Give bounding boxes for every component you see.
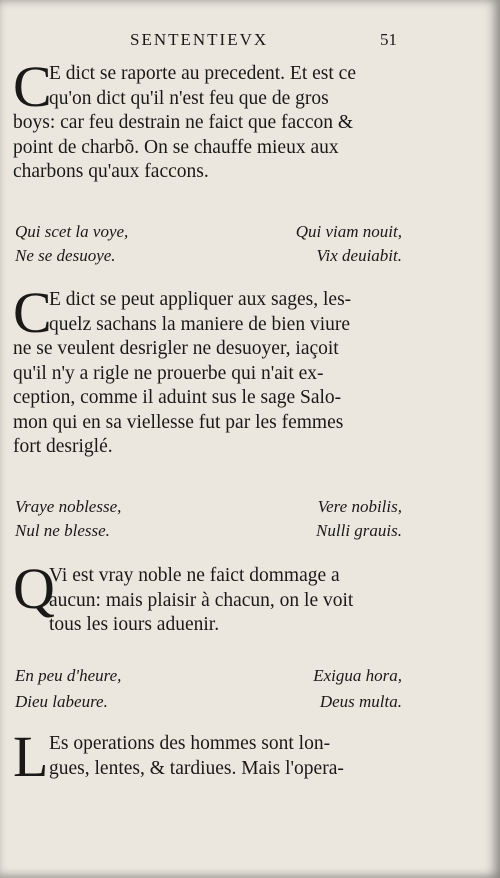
paragraph (13, 62, 403, 185)
proverb-french-line: Nul ne blesse. (15, 521, 110, 540)
text-line: charbons qu'aux faccons. (13, 161, 209, 182)
text-line: E dict se peut appliquer aux sages, les- (49, 289, 352, 310)
text-line: ne se veulent desrigler ne desuoyer, iaçoit (13, 338, 339, 359)
text-line: qu'il n'y a rigle ne prouerbe qui n'ait ex- (13, 362, 324, 384)
text-line: tous les iours aduenir. (49, 614, 220, 635)
proverb-french-line: Qui scet la voye, (15, 222, 129, 241)
proverb-french-line: En peu d'heure, (15, 666, 122, 685)
text-line: Vi est vray noble ne faict dommage a (49, 565, 340, 586)
drop-cap-initial: C (13, 54, 52, 119)
drop-cap-initial: Q (13, 556, 55, 621)
text-line: mon qui en sa viellesse fut par les femmes (13, 411, 344, 433)
proverb-latin-line: Qui viam nouit, (295, 222, 402, 241)
page-number: 51 (380, 30, 397, 49)
drop-cap-initial: L (13, 724, 49, 789)
text-line: point de charbõ. On se chauffe mieux aux (13, 136, 339, 158)
text-line: aucun: mais plaisir à chacun, on le voit (49, 589, 354, 611)
proverb-french-line: Vraye noblesse, (15, 497, 122, 516)
proverb-latin-line: Deus multa. (319, 692, 402, 711)
proverb-latin-line: Exigua hora, (313, 666, 402, 685)
text-line: fort desriglé. (13, 436, 113, 457)
paragraph (13, 288, 403, 460)
proverb-latin-line: Nulli grauis. (316, 521, 402, 540)
running-head-title: SENTENTIEVX (130, 30, 269, 49)
text-line: ception, comme il aduint sus le sage Salo- (13, 387, 342, 408)
drop-cap-initial: C (13, 280, 52, 345)
text-line: quelz sachans la maniere de bien viure (49, 313, 351, 335)
paragraph (13, 732, 403, 781)
text-line: qu'on dict qu'il n'est feu que de gros (49, 87, 329, 109)
proverb-french-line: Ne se desuoye. (15, 246, 116, 265)
proverb-french-line: Dieu labeure. (15, 692, 108, 711)
text-line: gues, lentes, & tardiues. Mais l'opera- (49, 757, 344, 779)
text-line: boys: car feu destrain ne faict que faccon & (13, 112, 354, 133)
paragraph (13, 564, 403, 638)
proverb-latin-line: Vere nobilis, (317, 497, 402, 516)
proverb-latin-line: Vix deuiabit. (316, 246, 402, 265)
text-line: E dict se raporte au precedent. Et est ce (49, 63, 356, 84)
text-line: Es operations des hommes sont lon- (49, 733, 331, 754)
